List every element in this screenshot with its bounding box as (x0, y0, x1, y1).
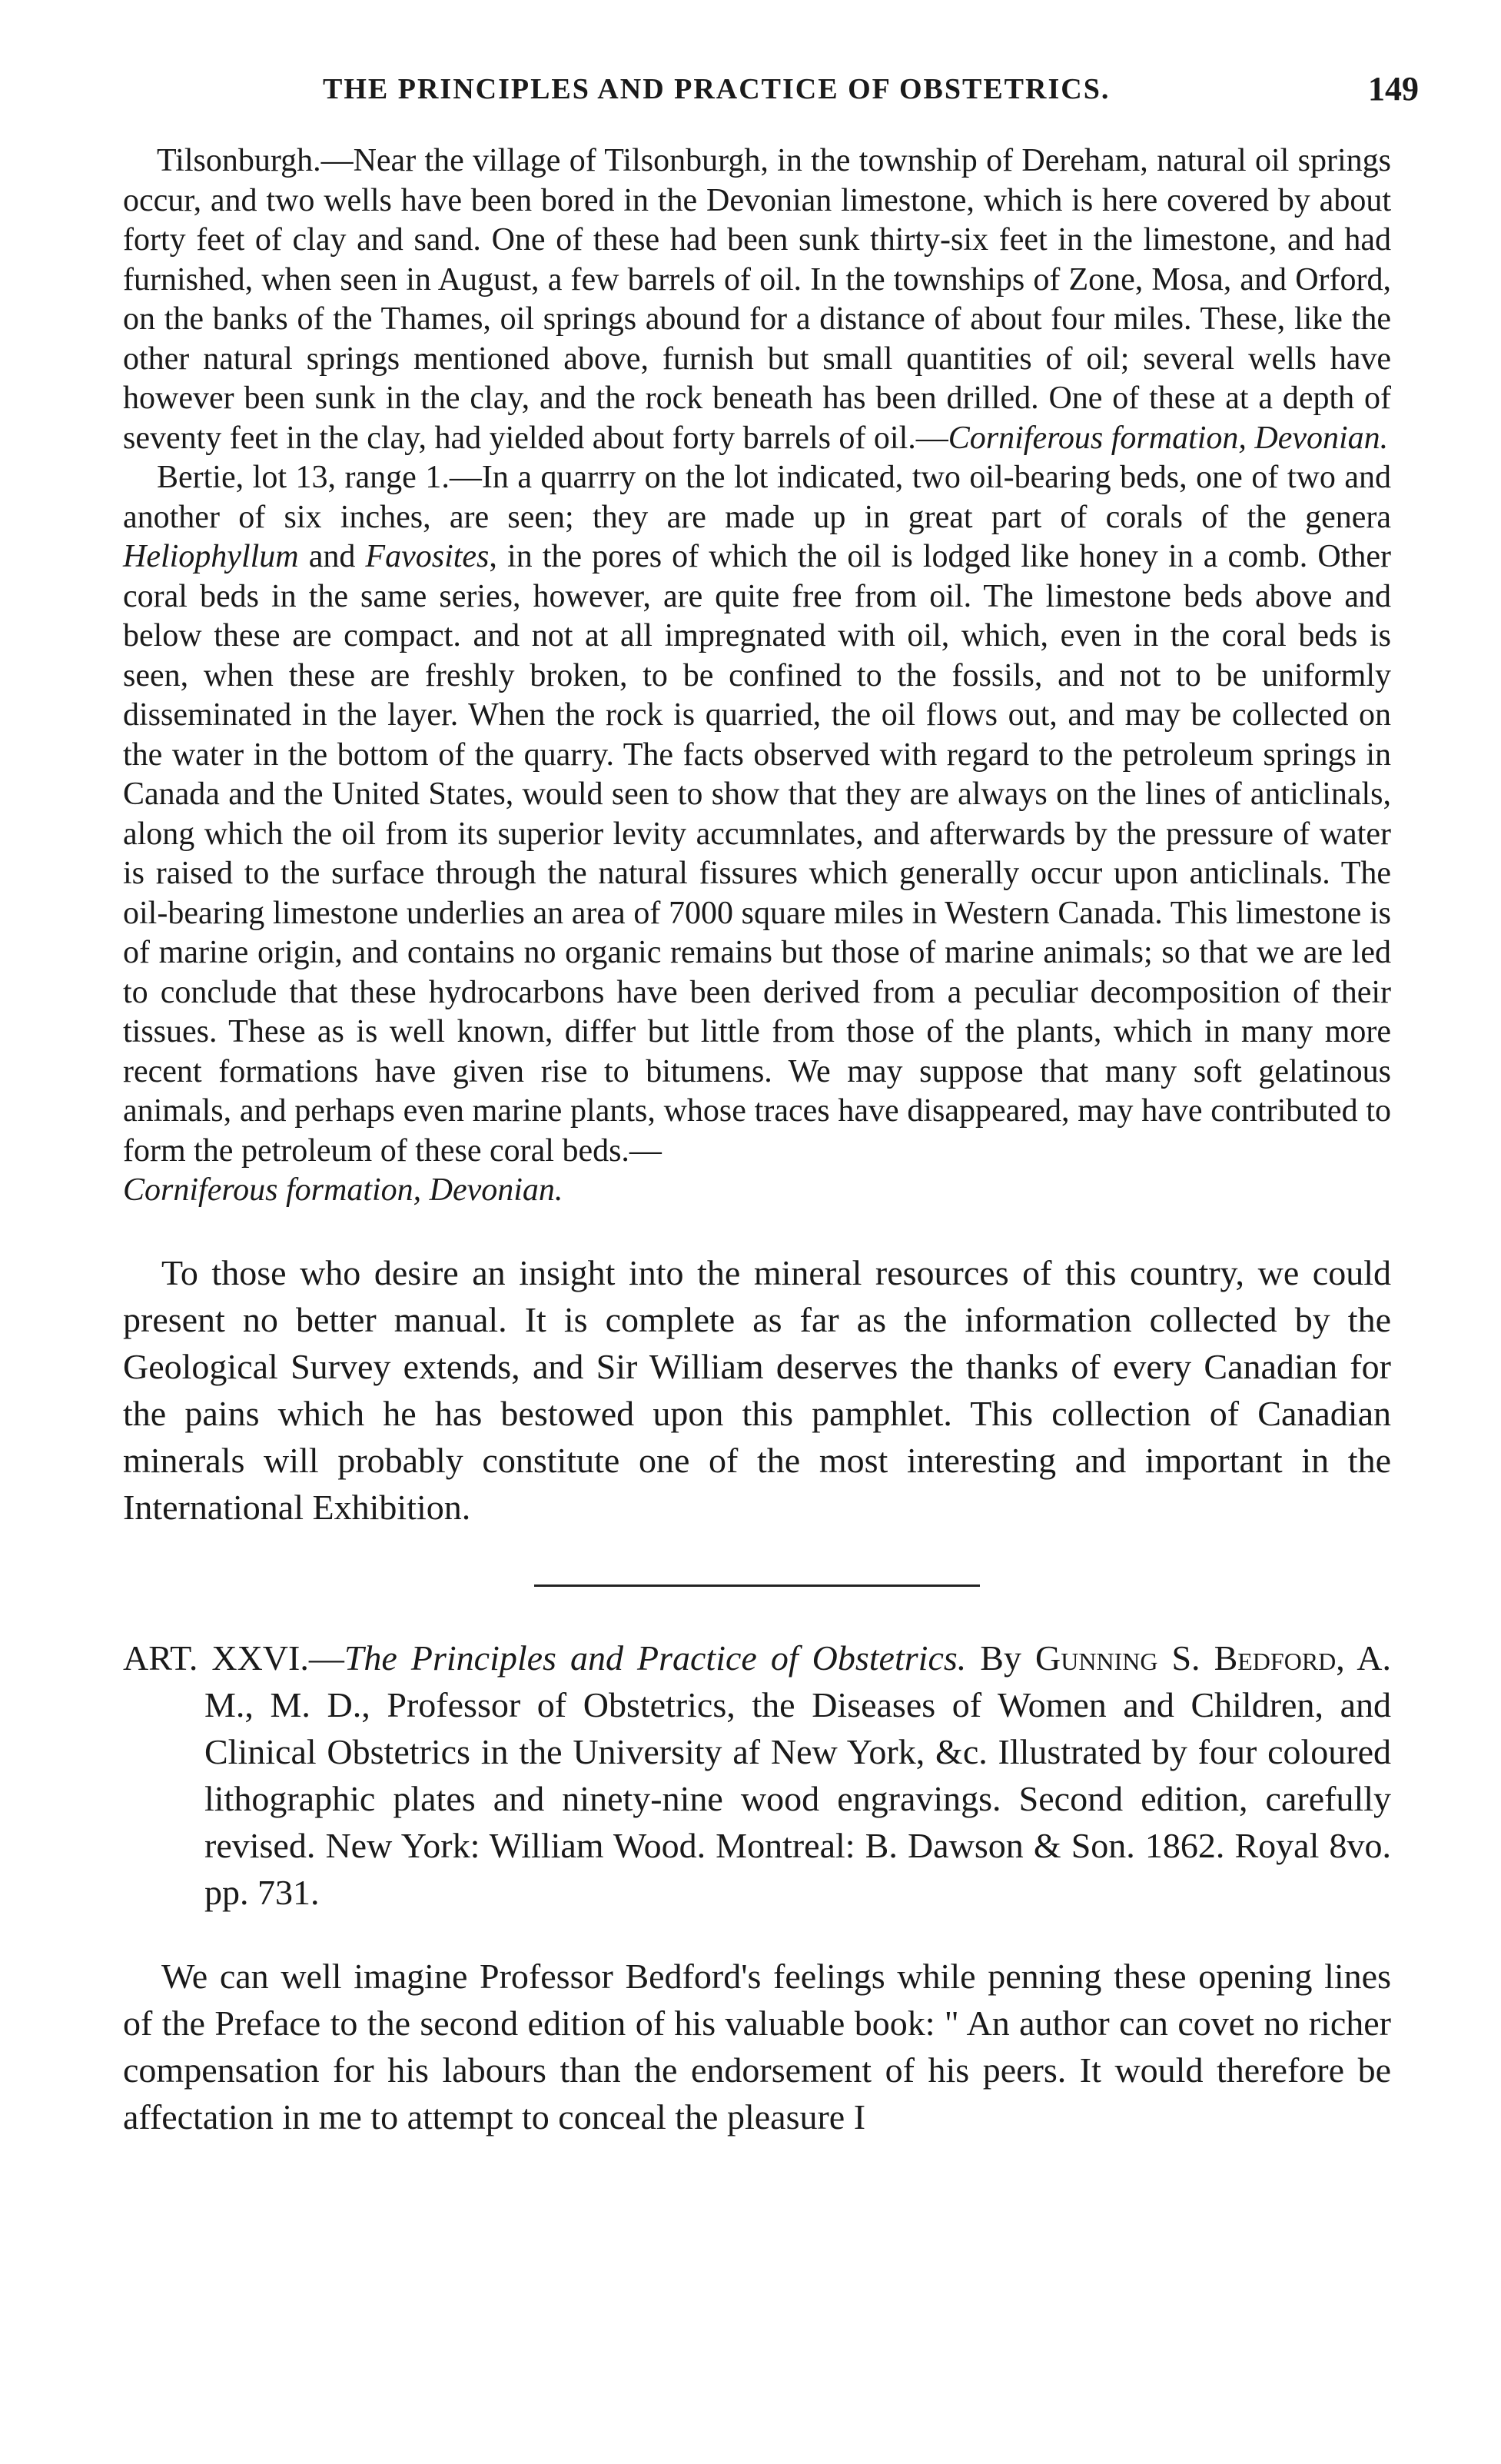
extract-text: Bertie, lot 13, range 1.—In a quarrry on the lot indicated, two oil-bearing beds, one of two and another of six inches, are seen; they are made up in great part of corals of the genera (123, 460, 1391, 535)
extract-block (123, 141, 1391, 1211)
article-heading (123, 1634, 1391, 1916)
article-author: Gunning S. Bedford, A. M., M. D. (204, 1638, 1391, 1724)
section-divider (534, 1584, 980, 1587)
article-title: The Principles and Practice of Obstetrics. (344, 1638, 967, 1678)
extract-text: Tilsonburgh.—Near the village of Tilsonburgh, in the township of Dereham, natural oil springs occur, and two wells have been bored in the Devonian limestone, which is here covered by about forty feet of clay and sand. One of these had been sunk thirty-six feet in the limestone, and had furnished, when seen in August, a few barrels of oil. In the townships of Zone, Mosa, and Orford, on the banks of the Thames, oil springs abound for a distance of about four miles. These, like the other natural springs mentioned above, furnish but small quantities of oil; several wells have however been sunk in the clay, and the rock beneath has been drilled. One of these at a depth of seventy feet in the clay, had yielded about forty barrels of oil.— (123, 143, 1391, 456)
review-close-paragraph: To those who desire an insight into the mineral resources of this country, we could present no better manual. It is complete as far as the information collected by the Geological Survey extends, and Sir William deserves the thanks of every Canadian for the pains which he has bestowed upon this pamphlet. This collection of Canadian minerals will probably constitute one of the most interesting and important in the International Exhibition. (123, 1252, 1391, 1527)
article-details: , Professor of Obstetrics, the Diseases of Women and Children, and Clinical Obstetrics in the University af New York, &c. Illustrated by four coloured lithographic plates and ninety-nine wood engravings. Second edition, carefully revised. New York: William Wood. Montreal: B. Dawson & Son. 1862. Royal 8vo. pp. 731. (204, 1684, 1391, 1912)
article-body (123, 1953, 1391, 2140)
page-number: 149 (1368, 70, 1419, 108)
genus-name: Favosites (365, 539, 490, 574)
extract-paragraph-close (123, 1171, 1391, 1211)
article-by: By (966, 1638, 1036, 1678)
formation-label: Corniferous formation, Devonian. (123, 1172, 563, 1208)
running-title: THE PRINCIPLES AND PRACTICE OF OBSTETRICS. (323, 73, 1111, 105)
extract-text: and (298, 539, 366, 574)
formation-label: Corniferous formation, Devonian. (948, 420, 1389, 456)
page (123, 69, 1419, 2140)
genus-name: Heliophyllum (123, 539, 299, 574)
extract-paragraph-bertie (123, 458, 1391, 1171)
review-close (123, 1249, 1391, 1531)
article-body-paragraph: We can well imagine Professor Bedford's feelings while penning these opening lines of the Preface to the second edition of his valuable book: " An author can covet no richer compensation for his labours than the endorsement of his peers. It would therefore be affectation in me to attempt to conceal the pleasure I (123, 1956, 1391, 2136)
extract-text: , in the pores of which the oil is lodged like honey in a comb. Other coral beds in the same series, however, are quite free from oil. The limestone beds above and below these are compact. and not at all impregnated with oil, which, even in the coral beds is seen, when these are freshly broken, to be confined to the fossils, and not to be uniformly disseminated in the layer. When the rock is quarried, the oil flows out, and may be collected on the water in the bottom of the quarry. The facts observed with regard to the petroleum springs in Canada and the United States, would seen to show that they are always on the lines of anticlinals, along which the oil from its superior levity accumnlates, and afterwards by the pressure of water is raised to the surface through the natural fissures which generally occur upon anticlinals. The oil-bearing limestone underlies an area of 7000 square miles in Western Canada. This limestone is of marine origin, and contains no organic remains but those of marine animals; so that we are led to conclude that these hydrocarbons have been derived from a peculiar decomposition of their tissues. These as is well known, differ but little from those of the plants, which in many more recent formations have given rise to bitumens. We may suppose that many soft gelatinous animals, and perhaps even marine plants, whose traces have disappeared, may have contributed to form the petroleum of these coral beds.— (123, 539, 1391, 1169)
article-number: ART. XXVI.— (123, 1638, 344, 1678)
extract-paragraph-tilsonburgh (123, 141, 1391, 458)
running-header (123, 69, 1419, 123)
